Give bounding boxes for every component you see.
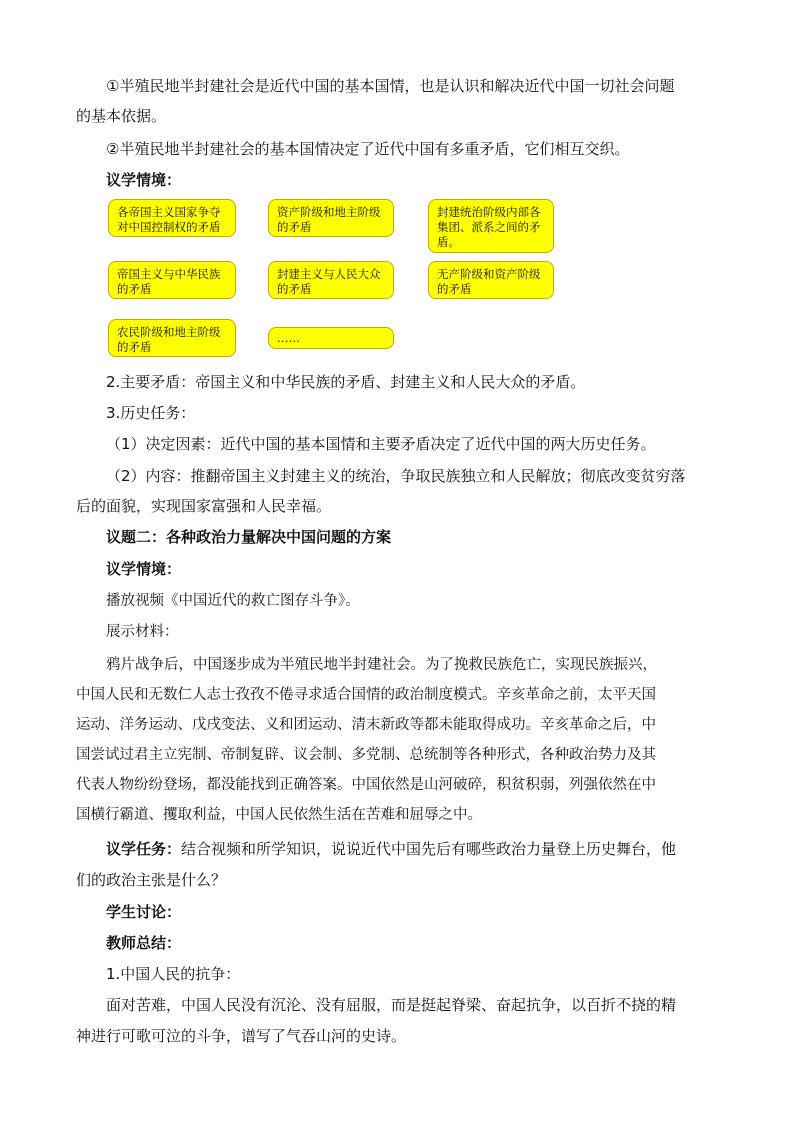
contradiction-box: 各帝国主义国家争夺对中国控制权的矛盾 bbox=[108, 199, 236, 237]
material-line: 鸦片战争后，中国逐步成为半殖民地半封建社会。为了挽救民族危亡，实现民族振兴， bbox=[106, 657, 657, 673]
contradiction-box: 农民阶级和地主阶级的矛盾 bbox=[108, 319, 236, 357]
task-text: 结合视频和所学知识，说说近代中国先后有哪些政治力量登上历史舞台，他 bbox=[181, 840, 677, 858]
yixue-qingjing-heading-2: 议学情境： bbox=[106, 560, 182, 578]
contradiction-box: 封建主义与人民大众的矛盾 bbox=[268, 261, 394, 299]
content-line1: （2）内容：推翻帝国主义封建主义的统治，争取民族独立和人民解放；彻底改变贫穷落 bbox=[106, 467, 686, 485]
para2: ②半殖民地半封建社会的基本国情决定了近代中国有多重矛盾，它们相互交织。 bbox=[106, 140, 630, 158]
contradiction-box: 无产阶级和资产阶级的矛盾 bbox=[428, 261, 554, 299]
yixue-qingjing-heading: 议学情境： bbox=[106, 171, 182, 189]
contradiction-box: 帝国主义与中华民族的矛盾 bbox=[108, 261, 236, 299]
show-material: 展示材料： bbox=[106, 624, 179, 640]
material-line: 国尝试过君主立宪制、帝制复辟、议会制、多党制、总统制等各种形式，各种政治势力及其 bbox=[76, 747, 656, 763]
task-line2: 们的政治主张是什么？ bbox=[76, 871, 227, 889]
content-line2: 后的面貌，实现国家富强和人民幸福。 bbox=[76, 497, 332, 515]
task-label: 议学任务： bbox=[106, 840, 182, 858]
para1-line1: ①半殖民地半封建社会是近代中国的基本国情，也是认识和解决近代中国一切社会问题 bbox=[106, 77, 675, 95]
material-line: 国横行霸道、攫取利益，中国人民依然生活在苦难和屈辱之中。 bbox=[76, 807, 482, 823]
para1-line2: 的基本依据。 bbox=[76, 107, 167, 125]
material-line: 运动、洋务运动、戊戌变法、义和团运动、清末新政等都未能取得成功。辛亥革命之后，中 bbox=[76, 717, 656, 733]
student-discussion: 学生讨论： bbox=[106, 903, 182, 921]
contradiction-box: 资产阶级和地主阶级的矛盾 bbox=[268, 199, 394, 237]
struggle-line2: 神进行可歌可泣的斗争，谱写了气吞山河的史诗。 bbox=[76, 1027, 407, 1045]
main-contradiction: 2.主要矛盾：帝国主义和中华民族的矛盾、封建主义和人民大众的矛盾。 bbox=[106, 373, 586, 391]
video-line: 播放视频《中国近代的救亡图存斗争》。 bbox=[106, 593, 360, 609]
history-task: 3.历史任务： bbox=[106, 404, 196, 422]
contradiction-box: 封建统治阶级内部各集团、派系之间的矛盾。 bbox=[428, 199, 554, 253]
contradiction-box-ellipsis: …… bbox=[268, 327, 394, 349]
struggle-title: 1.中国人民的抗争： bbox=[106, 965, 241, 983]
struggle-line1: 面对苦难，中国人民没有沉沦、没有屈服，而是挺起脊梁、奋起抗争，以百折不挠的精 bbox=[106, 996, 677, 1014]
material-line: 中国人民和无数仁人志士孜孜不倦寻求适合国情的政治制度模式。辛亥革命之前，太平天国 bbox=[76, 687, 656, 703]
teacher-summary: 教师总结： bbox=[106, 934, 182, 952]
material-line: 代表人物纷纷登场，都没能找到正确答案。中国依然是山河破碎，积贫积弱，列强依然在中 bbox=[76, 777, 656, 793]
task-line1 bbox=[106, 835, 718, 863]
decisive-factor: （1）决定因素：近代中国的基本国情和主要矛盾决定了近代中国的两大历史任务。 bbox=[106, 435, 656, 453]
topic2-heading: 议题二：各种政治力量解决中国问题的方案 bbox=[106, 528, 392, 546]
